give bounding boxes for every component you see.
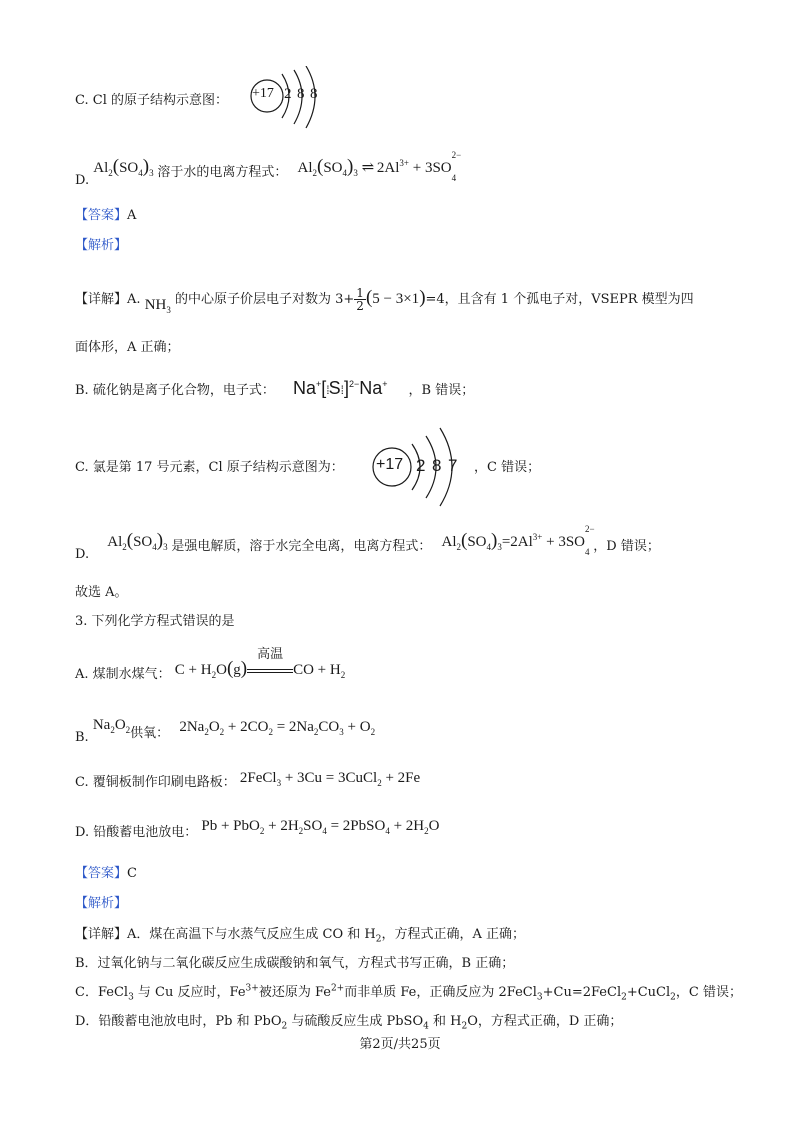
water-gas-equation: $C + H_2O(g)$ 高温 CO + $H_2$ [174, 646, 346, 680]
analysis-1 [75, 237, 127, 255]
nucleus-label: +17 [376, 456, 404, 473]
complete-ionization-equation: $Al_2(SO_4)_3=2Al^{3+} + 3SO$ 2− $_4$ [441, 524, 595, 557]
cl-atom-diagram-option [246, 66, 336, 130]
option-d-label: D. [75, 173, 90, 188]
nh3-formula: $NH_3$ [144, 297, 171, 315]
detail-b-line: B. 硫化钠是离子化合物，电子式： Na+[⁞S⁞]$^{2-}$Na+ ，B 错误； [75, 378, 475, 398]
shell-3: 7 [448, 456, 458, 475]
detail-d-line: D. $Al_2(SO_4)_3$ 是强电解质，溶于水完全电离，电离方程式： $Al_2(SO_4)_3=2Al^{3+} + 3SO$ 2− $_4$ ，D 错误； [75, 524, 660, 562]
cl-atom-diagram-correct [368, 420, 468, 510]
ionization-equation: $Al_2(SO_4)_3$ ⇌ $2Al^{3+} + 3SO$ 2− $_4$ [297, 150, 462, 183]
answer-1 [75, 207, 136, 225]
option-d-mid: 溶于水的电离方程式： [157, 165, 288, 180]
oxygen-supply-equation: $2Na_2O_2 + 2CO_2 = 2Na_2CO_3 + O_2$ [179, 719, 376, 737]
detail-label: 【详解】 [75, 292, 128, 307]
shell-1: 2 [416, 456, 426, 475]
answer-value: A [127, 208, 137, 223]
na2s-electron-formula: Na+[⁞S⁞]$^{2-}$Na+ [292, 378, 388, 398]
nucleus-label: +17 [252, 86, 274, 101]
lead-acid-equation: $Pb + PbO_2 + 2H_2SO_4$ = 2PbSO$_4$ + $2H_2O$ [201, 818, 440, 836]
conclusion-1: 故选 A。 [75, 585, 128, 600]
na2o2-formula: $Na_2O_2$ [92, 717, 131, 735]
detail2-a: 【详解】A．煤在高温下与水蒸气反应生成 CO 和 $H_2$，方程式正确，A 正确； [75, 927, 526, 945]
shell-3: 8 [310, 86, 318, 102]
question-3-stem: 3. 下列化学方程式错误的是 [75, 614, 235, 629]
detail-a-line2: 面体形，A 正确； [75, 340, 180, 355]
shell-2: 8 [432, 456, 442, 475]
shell-1: 2 [284, 86, 292, 102]
detail-c-post: ，C 错误； [474, 460, 541, 475]
circuit-board-equation: 2FeCl$_3$ + 3Cu = 3CuCl$_2$ + 2Fe [239, 770, 421, 788]
detail-c-line: C. 氯是第 17 号元素，Cl 原子结构示意图为： [75, 460, 344, 475]
page-footer: 第2页/共25页 [359, 1037, 441, 1052]
option-c-text: C. Cl 的原子结构示意图： [75, 93, 228, 108]
detail2-b: B．过氧化钠与二氧化碳反应生成碳酸钠和氧气，方程式书写正确，B 正确； [75, 956, 515, 971]
option-d-line [75, 150, 462, 188]
fraction-half: $\frac{1}{2}$ [356, 286, 364, 313]
detail2-c: C．FeCl$_3$ 与 Cu 反应时，$Fe^{3+}$被还原为 $Fe^{2+}$而非单质 Fe，正确反应为 2FeCl$_3$+Cu=2FeCl$_2$+CuCl$_2$，C 错误； [75, 983, 742, 1003]
answer-value: C [127, 866, 137, 881]
answer-label: 【答案】 [75, 208, 128, 223]
q3-option-a: A. 煤制水煤气： $C + H_2O(g)$ 高温 CO + $H_2$ [75, 646, 346, 682]
q3-option-c: C. 覆铜板制作印刷电路板： 2FeCl$_3$ + 3Cu = 3CuCl$_2$ + 2Fe [75, 770, 421, 790]
q3-option-b: B. $Na_2O_2$供氧： $2Na_2O_2 + 2CO_2 = 2Na_2CO_3 + O_2$ [75, 717, 376, 745]
al2so43-formula: $Al_2(SO_4)_3$ [93, 156, 154, 178]
analysis-label: 【解析】 [75, 896, 128, 911]
q3-option-d: D. 铅酸蓄电池放电： $Pb + PbO_2 + 2H_2SO_4$ = 2PbSO$_4$ + $2H_2O$ [75, 818, 440, 840]
analysis-label: 【解析】 [75, 238, 128, 253]
detail2-d: D．铅酸蓄电池放电时，Pb 和 PbO$_2$ 与硫酸反应生成 PbSO$_4$ 和 $H_2O$，方程式正确，D 正确； [75, 1014, 623, 1032]
analysis-2 [75, 895, 127, 913]
option-c-line [75, 92, 228, 110]
al2so43-formula: $Al_2(SO_4)_3$ [107, 530, 168, 552]
detail-a-line: 【详解】A. $NH_3$ 的中心原子价层电子对数为 3+ $\frac{1}{2}$ (5 − 3×1)=4，且含有 1 个孤电子对，VSEPR 模型为四 [75, 286, 694, 315]
shell-2: 8 [297, 86, 305, 102]
answer-label: 【答案】 [75, 866, 128, 881]
answer-2 [75, 865, 137, 883]
